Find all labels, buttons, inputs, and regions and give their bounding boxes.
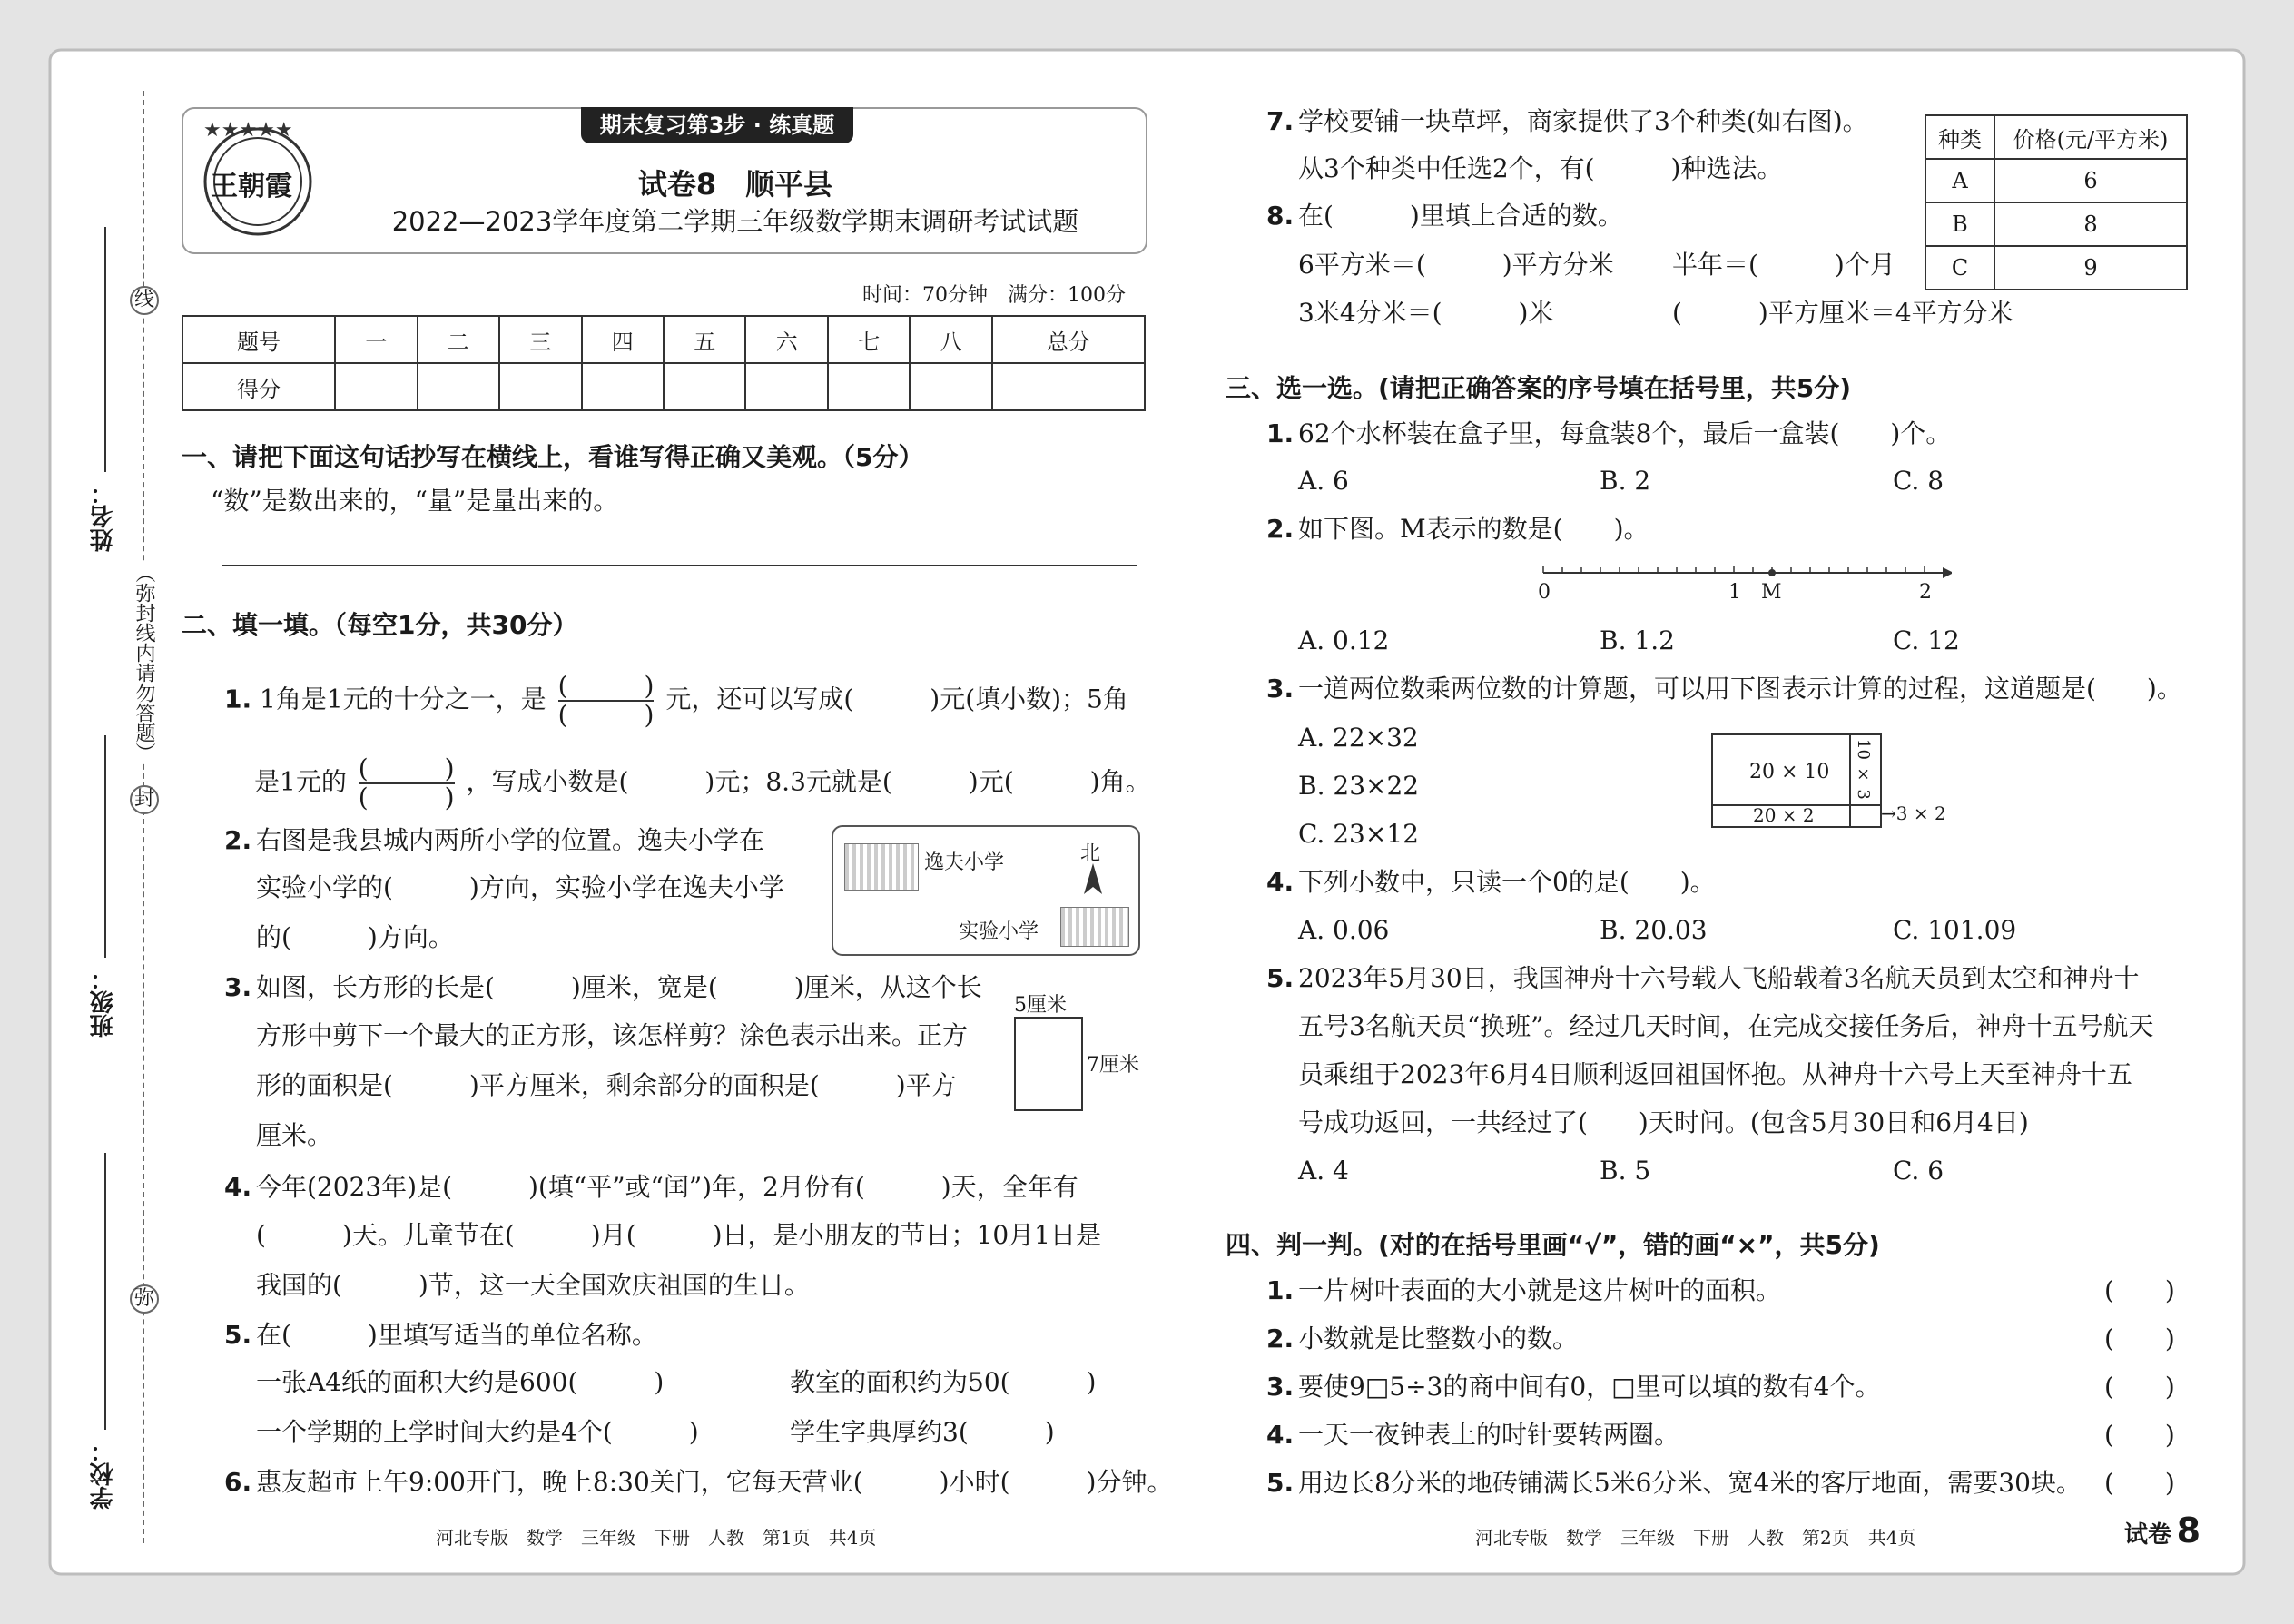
logo <box>191 116 325 241</box>
judge-paren[interactable]: ( ) <box>2104 1275 2175 1305</box>
margin-line-char: 线 <box>130 286 159 315</box>
q-text: 元，还可以写成( )元(填小数)；5角 <box>665 684 1128 714</box>
q-text: ，写成小数是( )元；8.3元就是( )元( )角。 <box>466 766 1151 797</box>
option[interactable]: A. 0.12 <box>1298 625 1390 655</box>
score-header: 六 <box>745 316 827 363</box>
score-cell[interactable] <box>335 363 417 410</box>
score-header: 七 <box>828 316 910 363</box>
rect-width-label: 5厘米 <box>1014 994 1067 1017</box>
fraction-blank[interactable]: ( ) ( ) <box>358 753 455 812</box>
judge-text: 一天一夜钟表上的时针要转两圈。 <box>1298 1420 1680 1450</box>
option[interactable]: C. 6 <box>1893 1156 1944 1186</box>
option[interactable]: A. 6 <box>1298 466 1349 496</box>
q-number: 5. <box>1266 1468 1295 1498</box>
score-header: 八 <box>910 316 991 363</box>
score-table <box>182 315 1146 411</box>
section4-title: 四、判一判。(对的在括号里画“√”，错的画“×”，共5分) <box>1226 1230 1880 1260</box>
price-value: 8 <box>1994 202 2187 246</box>
svg-text:★★★★★: ★★★★★ <box>203 119 293 142</box>
area-label-outside: →3 × 2 <box>1881 802 1946 824</box>
option[interactable]: B. 2 <box>1600 466 1651 496</box>
price-header: 种类 <box>1925 115 1994 159</box>
map-school1: 逸夫小学 <box>924 851 1005 874</box>
s2-q3-line: 厘米。 <box>256 1120 333 1150</box>
option[interactable]: B. 23×22 <box>1298 771 1420 801</box>
number-line <box>1534 558 1952 613</box>
school-building-icon <box>844 843 919 891</box>
s2-q5-item: 一个学期的上学时间大约是4个( ) <box>256 1417 699 1447</box>
time-score: 时间：70分钟 满分：100分 <box>862 284 1126 307</box>
score-header: 二 <box>418 316 499 363</box>
s2-q8-item: 半年＝( )个月 <box>1672 250 1895 280</box>
q-number: 8. <box>1266 201 1295 231</box>
judge-paren[interactable]: ( ) <box>2104 1372 2175 1402</box>
q-text: 1角是1元的十分之一，是 <box>260 684 546 714</box>
area-label: 20 × 10 <box>1749 761 1830 783</box>
s2-q8-item: ( )平方厘米＝4平方分米 <box>1672 298 2013 328</box>
judge-text: 小数就是比整数小的数。 <box>1298 1324 1579 1353</box>
q-number: 3. <box>224 972 252 1002</box>
s2-q4-line: 今年(2023年)是( )(填“平”或“闰”)年，2月份有( )天，全年有 <box>256 1172 1078 1202</box>
price-value: 9 <box>1994 246 2187 290</box>
score-cell[interactable] <box>992 363 1145 410</box>
score-header: 五 <box>664 316 745 363</box>
q-number: 6. <box>224 1467 252 1497</box>
q-number: 5. <box>1266 963 1295 993</box>
s2-q2-line: 右图是我县城内两所小学的位置。逸夫小学在 <box>256 825 765 855</box>
s2-q8-item: 6平方米＝( )平方分米 <box>1298 250 1614 280</box>
exam-title: 2022—2023学年度第二学期三年级数学期末调研考试试题 <box>391 206 1079 237</box>
axis-label: 0 <box>1538 581 1551 604</box>
paper-number: 8 <box>2176 1511 2201 1550</box>
class-field[interactable] <box>104 735 106 958</box>
fraction-blank[interactable]: ( ) ( ) <box>557 671 655 730</box>
s2-q2-line: 的( )方向。 <box>256 922 454 952</box>
score-header: 题号 <box>182 316 335 363</box>
map-school2: 实验小学 <box>959 920 1039 943</box>
map-north: 北 <box>1080 842 1101 865</box>
margin-close-char: 弥 <box>130 1284 159 1314</box>
q-number: 4. <box>1266 1420 1295 1450</box>
option[interactable]: B. 5 <box>1600 1156 1651 1186</box>
logo-text: 王朝霞 <box>211 171 292 202</box>
section2-title: 二、填一填。（每空1分，共30分） <box>182 610 578 640</box>
section1-text: “数”是数出来的，“量”是量出来的。 <box>211 486 619 516</box>
q-number: 4. <box>224 1172 252 1202</box>
q-number: 2. <box>1266 514 1295 544</box>
score-header: 四 <box>582 316 664 363</box>
s2-q1-line2 <box>254 755 1151 812</box>
price-kind: B <box>1925 202 1994 246</box>
q-number: 5. <box>224 1320 252 1350</box>
score-row <box>182 363 1145 410</box>
score-header-row <box>182 316 1145 363</box>
option[interactable]: A. 4 <box>1298 1156 1349 1186</box>
s2-q5-item: 一张A4纸的面积大约是600( ) <box>256 1367 665 1397</box>
option[interactable]: C. 101.09 <box>1893 915 2017 945</box>
s3-q5-line: 2023年5月30日，我国神舟十六号载人飞船载着3名航天员到太空和神舟十 <box>1298 963 2140 993</box>
s3-q1-text: 62个水杯装在盒子里，每盒装8个，最后一盒装( )个。 <box>1298 418 1952 448</box>
s2-q7-line: 从3个种类中任选2个，有( )种选法。 <box>1298 153 1783 183</box>
s2-q2-line: 实验小学的( )方向，实验小学在逸夫小学 <box>256 872 784 902</box>
s2-q5-item: 学生字典厚约3( ) <box>790 1417 1055 1447</box>
judge-paren[interactable]: ( ) <box>2104 1420 2175 1450</box>
s2-q8-item: 3米4分米＝( )米 <box>1298 298 1554 328</box>
binding-margin <box>86 82 159 1552</box>
s3-q5-line: 五号3名航天员“换班”。经过几天时间，在完成交接任务后，神舟十五号航天 <box>1298 1011 2154 1041</box>
area-label: 3 × 2 <box>1895 802 1946 824</box>
q-number: 3. <box>1266 674 1295 704</box>
price-header: 价格(元/平方米) <box>1994 115 2187 159</box>
rectangle-figure[interactable] <box>1014 1017 1083 1111</box>
north-arrow-icon <box>1082 863 1104 896</box>
score-cell[interactable] <box>418 363 499 410</box>
s2-q5-title: 在( )里填写适当的单位名称。 <box>256 1320 657 1350</box>
price-kind: A <box>1925 159 1994 202</box>
school-building-icon <box>1060 907 1129 947</box>
q-number: 3. <box>1266 1372 1295 1402</box>
section1-title: 一、请把下面这句话抄写在横线上，看谁写得正确又美观。（5分） <box>182 442 924 472</box>
axis-label: M <box>1761 581 1782 604</box>
paper-title: 试卷8 顺平县 <box>637 167 833 202</box>
q-number: 2. <box>224 825 252 855</box>
footer-left: 河北专版 数学 三年级 下册 人教 第1页 共4页 <box>436 1527 877 1549</box>
option[interactable]: B. 1.2 <box>1600 625 1675 655</box>
s3-q4-text: 下列小数中，只读一个0的是( )。 <box>1298 867 1716 897</box>
area-model-diagram <box>1711 733 1882 828</box>
paper-label-text: 试卷 <box>2124 1521 2172 1549</box>
judge-text: 用边长8分米的地砖铺满长5米6分米、宽4米的客厅地面，需要30块。 <box>1298 1468 2082 1498</box>
s2-q5-item: 教室的面积约为50( ) <box>790 1367 1097 1397</box>
judge-text: 要使9□5÷3的商中间有0，□里可以填的数有4个。 <box>1298 1372 1881 1402</box>
score-cell[interactable] <box>910 363 991 410</box>
s2-q6-text: 惠友超市上午9:00开门，晚上8:30关门，它每天营业( )小时( )分钟。 <box>256 1467 1173 1497</box>
s2-q7-line: 学校要铺一块草坪，商家提供了3个种类(如右图)。 <box>1298 106 1868 136</box>
score-cell[interactable] <box>745 363 827 410</box>
score-cell[interactable] <box>499 363 581 410</box>
s3-q5-line: 号成功返回，一共经过了( )天时间。(包含5月30日和6月4日) <box>1298 1107 2029 1137</box>
footer-right: 河北专版 数学 三年级 下册 人教 第2页 共4页 <box>1475 1527 1916 1549</box>
q-text: 是1元的 <box>254 766 347 797</box>
price-kind: C <box>1925 246 1994 290</box>
class-label: 班级： <box>90 967 117 1038</box>
s2-q8-title: 在( )里填上合适的数。 <box>1298 201 1623 231</box>
judge-text: 一片树叶表面的大小就是这片树叶的面积。 <box>1298 1275 1782 1305</box>
q-number: 4. <box>1266 867 1295 897</box>
s2-q4-line: ( )天。儿童节在( )月( )日，是小朋友的节日；10月1日是 <box>256 1220 1101 1250</box>
s2-q3-line: 如图，长方形的长是( )厘米，宽是( )厘米，从这个长 <box>256 972 982 1002</box>
price-table <box>1925 114 2188 290</box>
section3-title: 三、选一选。(请把正确答案的序号填在括号里，共5分) <box>1226 373 1852 403</box>
score-row-label: 得分 <box>182 363 335 410</box>
s3-q3-text: 一道两位数乘两位数的计算题，可以用下图表示计算的过程，这道题是( )。 <box>1298 674 2182 704</box>
school-field[interactable] <box>104 1153 106 1430</box>
price-value: 6 <box>1994 159 2187 202</box>
q-number: 7. <box>1266 106 1295 136</box>
score-cell[interactable] <box>828 363 910 410</box>
score-header: 一 <box>335 316 417 363</box>
paper-label <box>2124 1511 2200 1550</box>
option[interactable]: C. 23×12 <box>1298 819 1419 849</box>
rect-height-label: 7厘米 <box>1087 1054 1139 1077</box>
header-badge: 期末复习第3步 · 练真题 <box>581 107 853 143</box>
judge-paren[interactable]: ( ) <box>2104 1324 2175 1353</box>
q-number: 2. <box>1266 1324 1295 1353</box>
option[interactable]: A. 22×32 <box>1298 723 1419 753</box>
option[interactable]: C. 12 <box>1893 625 1960 655</box>
q-number: 1. <box>1266 1275 1295 1305</box>
score-header: 三 <box>499 316 581 363</box>
area-label: 10 × 3 <box>1854 739 1873 800</box>
margin-seal-char: 封 <box>130 785 159 814</box>
name-field[interactable] <box>104 227 106 472</box>
score-cell[interactable] <box>664 363 745 410</box>
axis-label: 2 <box>1919 581 1932 604</box>
axis-label: 1 <box>1728 581 1741 604</box>
option[interactable]: B. 20.03 <box>1600 915 1708 945</box>
copy-line[interactable] <box>222 565 1137 566</box>
q-number: 1. <box>1266 418 1295 448</box>
s3-q5-line: 员乘组于2023年6月4日顺利返回祖国怀抱。从神舟十六号上天至神舟十五 <box>1298 1059 2132 1089</box>
school-map <box>832 825 1140 956</box>
option[interactable]: A. 0.06 <box>1298 915 1390 945</box>
area-label: 20 × 2 <box>1753 804 1815 826</box>
option[interactable]: C. 8 <box>1893 466 1944 496</box>
q-number: 1. <box>224 684 252 714</box>
s2-q1-line1 <box>224 673 1128 729</box>
s3-q2-text: 如下图。M表示的数是( )。 <box>1298 514 1649 544</box>
score-cell[interactable] <box>582 363 664 410</box>
name-label: 姓名： <box>90 481 117 552</box>
margin-notice: （弥封线内请勿答题） <box>130 563 158 763</box>
judge-paren[interactable]: ( ) <box>2104 1468 2175 1498</box>
s2-q4-line: 我国的( )节，这一天全国欢庆祖国的生日。 <box>256 1270 810 1300</box>
s2-q3-line: 形的面积是( )平方厘米，剩余部分的面积是( )平方 <box>256 1070 957 1100</box>
s2-q3-line: 方形中剪下一个最大的正方形，该怎样剪？涂色表示出来。正方 <box>256 1020 969 1050</box>
school-label: 学校： <box>90 1439 117 1510</box>
score-header: 总分 <box>992 316 1145 363</box>
